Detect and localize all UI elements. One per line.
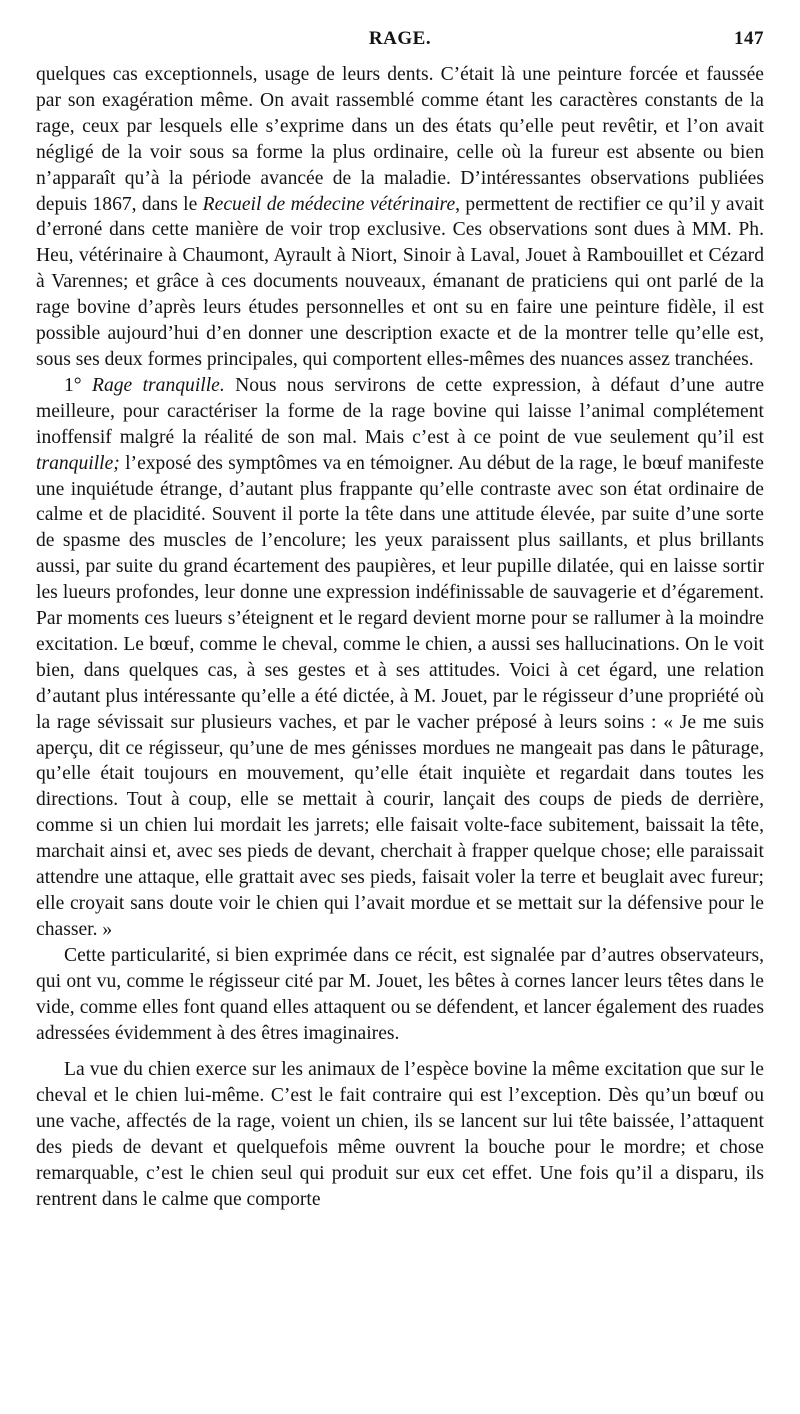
emphasis-italic: tranquille; [36, 452, 120, 474]
running-title: RAGE. [368, 28, 432, 49]
paragraph-3 [36, 943, 764, 1047]
journal-title-italic: Recueil de médecine vétérinaire [202, 193, 456, 215]
text-run: Nous nous servirons de cette expression, à défaut d’une autre meilleure, pour caractériser la forme de la rage bovine qui laisse l’animal complétement inoffensif malgré la réalité de son mal. Mais c’est à ce point de vue seulement qu’il est [36, 374, 765, 448]
running-head [36, 28, 764, 58]
page-number: 147 [734, 28, 764, 49]
paragraph-1 [36, 62, 764, 373]
text-run: l’exposé des symptômes va en témoigner. Au début de la rage, le bœuf manifeste une inquiétude étrange, d’autant plus frappante qu’elle contraste avec son état ordinaire de calme et de placidité. Souvent il porte la tête dans une attitude élevée, par suite d’une sorte de spasme des muscles de l’encolure; les yeux paraissent plus saillants, et plus brillants aussi, par suite du grand écartement des paupières, et leur pupille dilatée, qui en laisse sortir les lueurs profondes, leur donne une expression indéfinissable de sauvagerie et d’égarement. Par moments ces lueurs s’éteignent et le regard devient morne pour se rallumer à la moindre excitation. Le bœuf, comme le cheval, comme le chien, a aussi ses hallucinations. On le voit bien, dans quelques cas, à ses gestes et à ses attitudes. Voici à cet égard, une relation d’autant plus intéressante qu’elle a été dictée, à M. Jouet, par le régisseur d’une propriété où la rage sévissait sur plusieurs vaches, et par le vacher préposé à leurs soins : « Je me suis aperçu, dit ce régisseur, qu’une de mes génisses mordues ne mangeait pas dans le pâturage, qu’elle était toujours en mouvement, qu’elle était inquiète et regardait dans toutes les directions. Tout à coup, elle se mettait à courir, lançait des coups de pieds de derrière, comme si un chien lui mordait les jarrets; elle faisait volte-face subitement, baissait la tête, marchait ainsi et, avec ses pieds de devant, cherchait à frapper quelque chose; elle paraissait attendre une attaque, elle grattait avec ses pieds, faisait voler la terre et beuglait avec fureur; elle croyait sans doute voir le chien qui l’avait mordue et se mettait sur la défensive pour le chasser. » [36, 452, 764, 940]
section-heading-italic: Rage tranquille. [91, 374, 225, 396]
book-page [36, 28, 764, 1213]
paragraph-2 [36, 373, 764, 943]
body-text [36, 62, 764, 1213]
text-run: La vue du chien exerce sur les animaux de l’espèce bovine la même excitation que sur le cheval et le chien lui-même. C’est le fait contraire qui est l’exception. Dès qu’un bœuf ou une vache, affectés de la rage, voient un chien, ils se lancent sur lui tête baissée, l’attaquent des pieds de devant et quelquefois même ouvrent la bouche pour le mordre; et chose remarquable, c’est le chien seul qui produit sur eux cet effet. Une fois qu’il a disparu, ils rentrent dans le calme que comporte [36, 1059, 764, 1210]
text-run: , permettent de rectifier ce qu’il y avait d’erroné dans cette manière de voir trop exclusive. Ces observations sont dues à MM. Ph. Heu, vétérinaire à Chaumont, Ayrault à Niort, Sinoir à Laval, Jouet à Rambouillet et Cézard à Varennes; et grâce à ces documents nouveaux, émanant de praticiens qui ont parlé de la rage bovine d’après leurs études personnelles et ont su en faire une peinture fidèle, il est possible aujourd’hui d’en donner une description exacte et de la montrer telle qu’elle est, sous ses deux formes principales, qui comportent elles-mêmes des nuances assez tranchées. [36, 193, 764, 370]
paragraph-4 [36, 1057, 764, 1212]
section-number: 1° [64, 374, 92, 396]
text-run: Cette particularité, si bien exprimée dans ce récit, est signalée par d’autres observateurs, qui ont vu, comme le régisseur cité par M. Jouet, les bêtes à cornes lancer leurs têtes dans le vide, comme elles font quand elles attaquent ou se défendent, et lancer également des ruades adressées évidemment à des êtres imaginaires. [36, 944, 764, 1044]
text-run: quelques cas exceptionnels, usage de leurs dents. C’était là une peinture forcée et faussée par son exagération même. On avait rassemblé comme étant les caractères constants de la rage, ceux par lesquels elle s’exprime dans un des états qu’elle peut revêtir, et l’on avait négligé de la voir sous sa forme la plus ordinaire, celle où la fureur est absente ou bien n’apparaît qu’à la période avancée de la maladie. D’intéressantes observations publiées depuis 1867, dans le [36, 64, 764, 215]
